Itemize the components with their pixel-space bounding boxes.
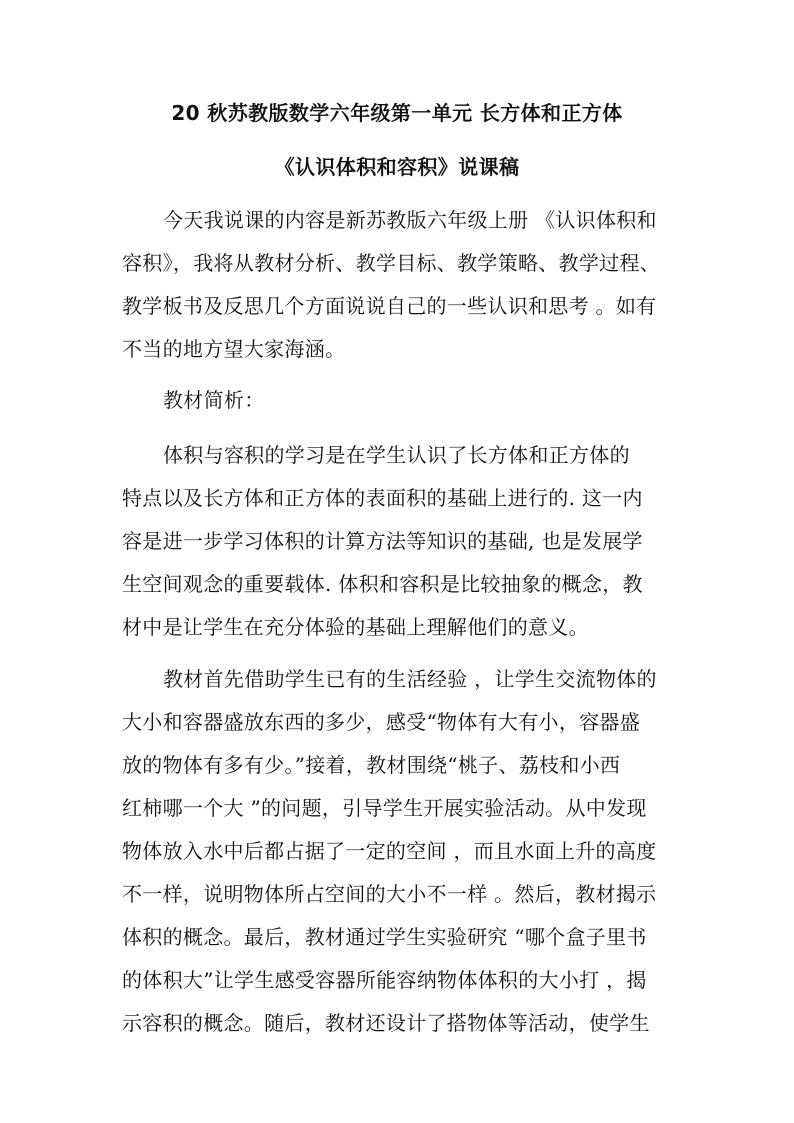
paragraph-line: 的体积大”让学生感受容器所能容纳物体体积的大小打 ，揭 <box>122 968 647 992</box>
section-heading: 教材简析： <box>163 388 265 412</box>
paragraph-line: 大小和容器盛放东西的多少，感受“物体有大有小，容器盛 <box>122 710 641 734</box>
paragraph-line: 红柿哪一个大 ”的问题，引导学生开展实验活动。从中发现 <box>122 796 647 820</box>
paragraph-line: 物体放入水中后都占据了一定的空间 ，而且水面上升的高度 <box>122 839 657 863</box>
paragraph-line: 特点以及长方体和正方体的表面积的基础上进行的. 这一内 <box>122 486 643 510</box>
paragraph-line: 体积与容积的学习是在学生认识了长方体和正方体的 <box>163 443 630 467</box>
paragraph-line: 放的物体有多有少。”接着，教材围绕“桃子、荔枝和小西 <box>122 753 621 777</box>
paragraph-line: 材中是让学生在充分体验的基础上理解他们的意义。 <box>122 615 589 639</box>
paragraph-line: 教学板书及反思几个方面说说自己的一些认识和思考 。如有 <box>122 294 657 318</box>
paragraph-line: 容积》，我将从教材分析、教学目标、教学策略、教学过程、 <box>122 251 661 275</box>
paragraph-line: 不当的地方望大家海涵。 <box>122 337 346 361</box>
paragraph-line: 体积的概念。最后，教材通过学生实验研究 “哪个盒子里书 <box>122 925 647 949</box>
paragraph-line: 容是进一步学习体积的计算方法等知识的基础, 也是发展学 <box>122 529 643 553</box>
paragraph-line: 生空间观念的重要载体. 体积和容积是比较抽象的概念，教 <box>122 572 643 596</box>
document-title-line-1: 20 秋苏教版数学六年级第一单元 长方体和正方体 <box>171 101 623 125</box>
paragraph-line: 今天我说课的内容是新苏教版六年级上册 《认识体积和 <box>163 208 657 232</box>
paragraph-line: 不一样，说明物体所占空间的大小不一样 。然后，教材揭示 <box>122 882 657 906</box>
paragraph-line: 教材首先借助学生已有的生活经验 ，让学生交流物体的 <box>163 667 657 691</box>
paragraph-line: 示容积的概念。随后，教材还设计了搭物体等活动，使学生 <box>122 1011 650 1035</box>
document-title-line-2: 《认识体积和容积》说课稿 <box>274 155 520 179</box>
